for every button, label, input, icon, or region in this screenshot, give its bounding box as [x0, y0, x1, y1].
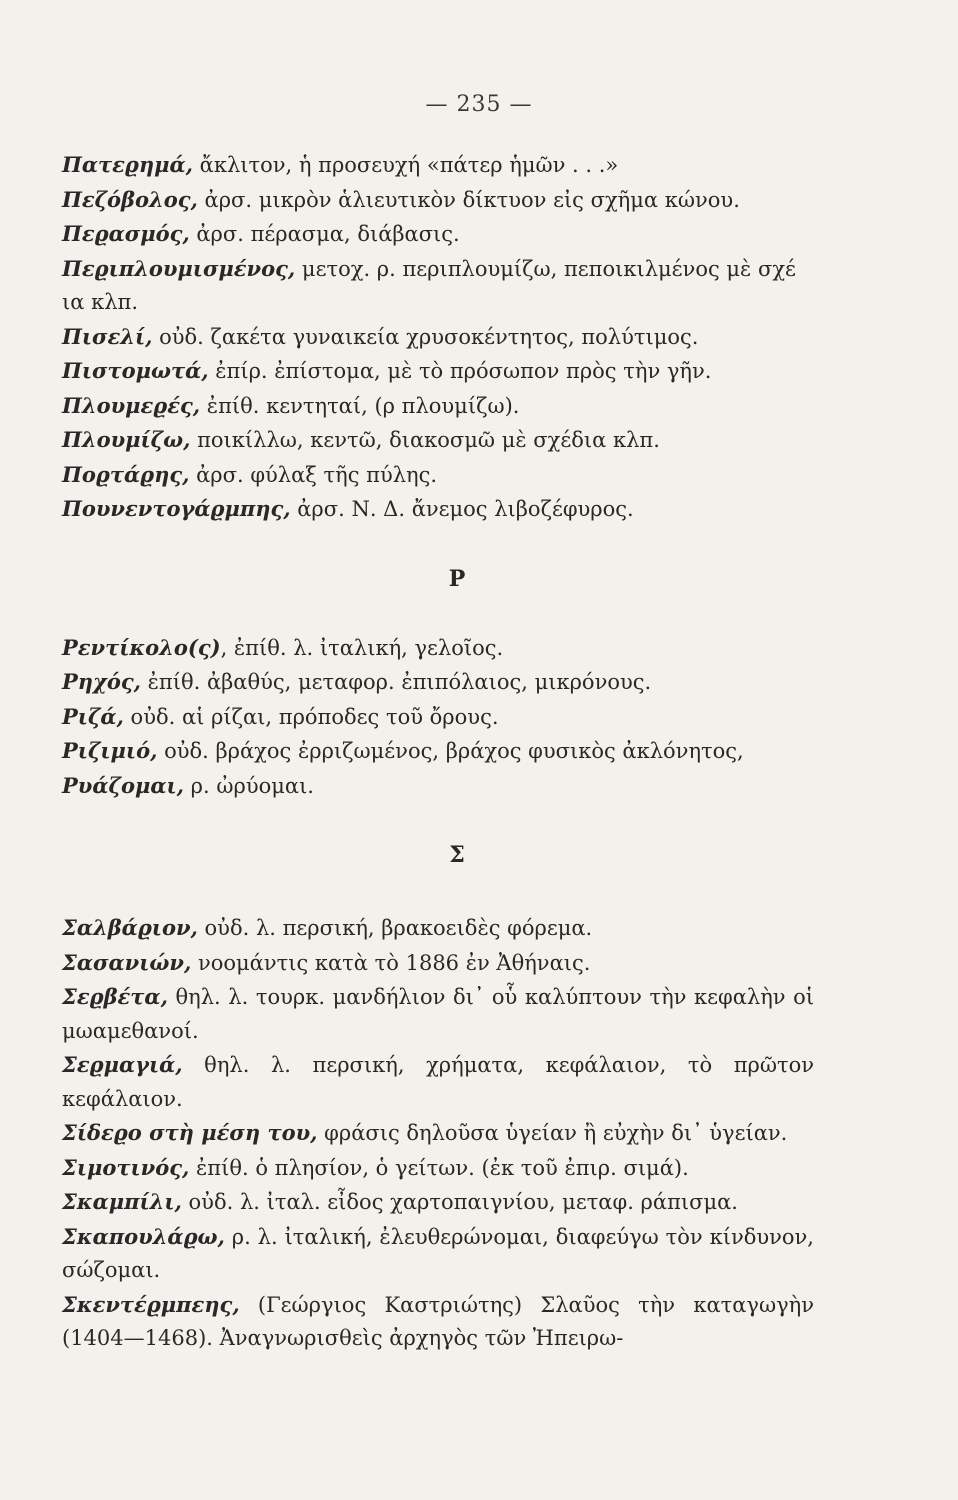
dictionary-entry — [62, 769, 814, 804]
entry-definition: θηλ. λ. περσική, χρήματα, κεφάλαιον, τὸ πρῶτον κεφάλαιον. — [62, 1053, 814, 1111]
entry-headword: Πλουμεϱές, — [62, 392, 201, 418]
entry-definition: ἐπίθ. κεντηταί, (ρ πλουμίζω). — [200, 393, 520, 418]
entry-headword: Σεϱβέτα, — [62, 984, 168, 1009]
dictionary-entry — [62, 1151, 814, 1186]
dictionary-entry — [62, 946, 814, 981]
entry-headword: Σιμοτινός, — [62, 1154, 190, 1180]
entry-headword: Σκεντέϱμπεης, — [62, 1291, 240, 1317]
entry-definition: ἀρσ. φύλαξ τῆς πύλης. — [189, 462, 438, 487]
dictionary-entry — [62, 1048, 814, 1116]
entry-headword: Πιστομωτά, — [62, 358, 209, 383]
entry-headword: Πεϱιπλουμισμένος, — [62, 255, 296, 281]
dictionary-entry — [62, 734, 814, 769]
dictionary-entry — [62, 631, 814, 666]
entry-headword: Πατεϱημά, — [62, 152, 193, 177]
dictionary-entry — [62, 389, 814, 424]
entry-headword: Ποϱτάϱης, — [62, 461, 190, 487]
dictionary-entry — [62, 423, 814, 458]
entry-headword: Ριζιμιό, — [62, 738, 158, 763]
entry-definition: ἐπίρ. ἐπίστομα, μὲ τὸ πρόσωπον πρὸς τὴν γῆν. — [208, 359, 712, 383]
entry-headword: Σκαπουλάϱω, — [62, 1223, 225, 1249]
dictionary-entry — [62, 458, 814, 493]
entry-definition: ἀρσ. Ν. Δ. ἄνεμος λιβοζέφυρος. — [290, 497, 634, 521]
entry-definition: οὐδ. λ. ἰταλ. εἶδος χαρτοπαιγνίου, μεταφ. ράπισμα. — [181, 1190, 738, 1214]
entry-definition: οὐδ. λ. περσική, βρακοειδὲς φόρεμα. — [197, 916, 593, 940]
entry-headword: Πεϱασμός, — [62, 221, 190, 246]
dictionary-entry — [62, 492, 814, 527]
entry-headword: Σίδεϱο στὴ μέση του, — [62, 1120, 318, 1145]
entry-definition: ποικίλλω, κεντῶ, διακοσμῶ μὲ σχέδια κλπ. — [190, 428, 660, 452]
entry-definition: μετοχ. ρ. περιπλουμίζω, πεποικιλμένος μὲ σχέ ια κλπ. — [62, 256, 796, 314]
section-p — [62, 148, 814, 527]
entry-definition: ἄκλιτον, ἡ προσευχή «πάτερ ἡμῶν . . .» — [192, 153, 619, 177]
entry-definition: ρ. ὠρύομαι. — [183, 773, 314, 798]
entry-headword: Σασανιών, — [62, 949, 192, 975]
section-letter-s: Σ — [449, 842, 465, 868]
dictionary-entry — [62, 252, 797, 320]
entry-headword: Πισελί, — [62, 323, 153, 349]
dictionary-entry — [62, 183, 814, 218]
entry-headword: Ρηχός, — [62, 669, 141, 694]
entry-definition: , ἐπίθ. λ. ἰταλική, γελοῖος. — [220, 635, 504, 660]
dictionary-entry — [62, 1220, 814, 1288]
entry-headword: Σκαμπίλι, — [62, 1189, 182, 1214]
entry-headword: Σαλβάϱιον, — [62, 915, 198, 940]
dictionary-entry — [62, 665, 814, 700]
entry-headword: Ρυάζομαι, — [62, 772, 184, 798]
page-number: — 235 — — [425, 92, 533, 117]
entry-definition: ἀρσ. πέρασμα, διάβασις. — [189, 222, 460, 246]
entry-definition: ἐπίθ. ἀβαθύς, μεταφορ. ἐπιπόλαιος, μικρόνους. — [140, 670, 652, 694]
entry-headword: Ριζά, — [62, 703, 124, 729]
entry-definition: ρ. λ. ἰταλική, ἐλευθερώνομαι, διαφεύγω τὸν κίνδυνον, σώζομαι. — [62, 1224, 814, 1282]
dictionary-entry — [62, 217, 814, 252]
entry-definition: νοομάντις κατὰ τὸ 1886 ἐν Ἀθήναις. — [191, 950, 591, 975]
section-letter-r: Ρ — [448, 565, 466, 592]
dictionary-entry — [62, 148, 814, 183]
dictionary-entry — [62, 320, 814, 355]
dictionary-entry — [62, 911, 814, 946]
entry-headword: Ρεντίκολο(ς) — [62, 634, 221, 660]
entry-definition: ἀρσ. μικρὸν ἁλιευτικὸν δίκτυον εἰς σχῆμα κώνου. — [197, 187, 740, 212]
entry-definition: οὐδ. ζακέτα γυναικεία χρυσοκέντητος, πολύτιμος. — [152, 324, 699, 349]
entry-headword: Πουνεντογάϱμπης, — [62, 496, 291, 521]
entry-headword: Σεϱμαγιά, — [62, 1052, 183, 1077]
dictionary-entry — [62, 980, 814, 1048]
entry-definition: φράσις δηλοῦσα ὑγείαν ἢ εὐχὴν δι᾿ ὑγείαν. — [317, 1121, 788, 1145]
entry-definition: ἐπίθ. ὁ πλησίον, ὁ γείτων. (ἐκ τοῦ ἐπιρ. σιμά). — [189, 1155, 689, 1180]
dictionary-page — [62, 148, 814, 1356]
dictionary-entry — [62, 700, 814, 735]
entry-definition: θηλ. λ. τουρκ. μανδήλιον δι᾿ οὗ καλύπτουν τὴν κεφαλὴν οἱ μωαμεθανοί. — [62, 985, 814, 1043]
dictionary-entry — [62, 1288, 814, 1356]
dictionary-entry — [62, 354, 814, 389]
entry-headword: Πλουμίζω, — [62, 427, 191, 452]
dictionary-entry — [62, 1116, 814, 1151]
entry-definition: (Γεώργιος Καστριώτης) Σλαῦος τὴν καταγωγὴν (1404—1468). Ἀναγνωρισθεὶς ἀρχηγὸς τῶν Ἠπειρω- — [62, 1292, 814, 1350]
entry-headword: Πεζόβολος, — [62, 186, 198, 212]
section-r — [62, 631, 814, 804]
entry-definition: οὐδ. αἱ ρίζαι, πρόποδες τοῦ ὄρους. — [123, 704, 499, 729]
entry-definition: οὐδ. βράχος ἐρριζωμένος, βράχος φυσικὸς ἀκλόνητος, — [157, 739, 744, 763]
section-s — [62, 911, 814, 1356]
dictionary-entry — [62, 1185, 814, 1220]
